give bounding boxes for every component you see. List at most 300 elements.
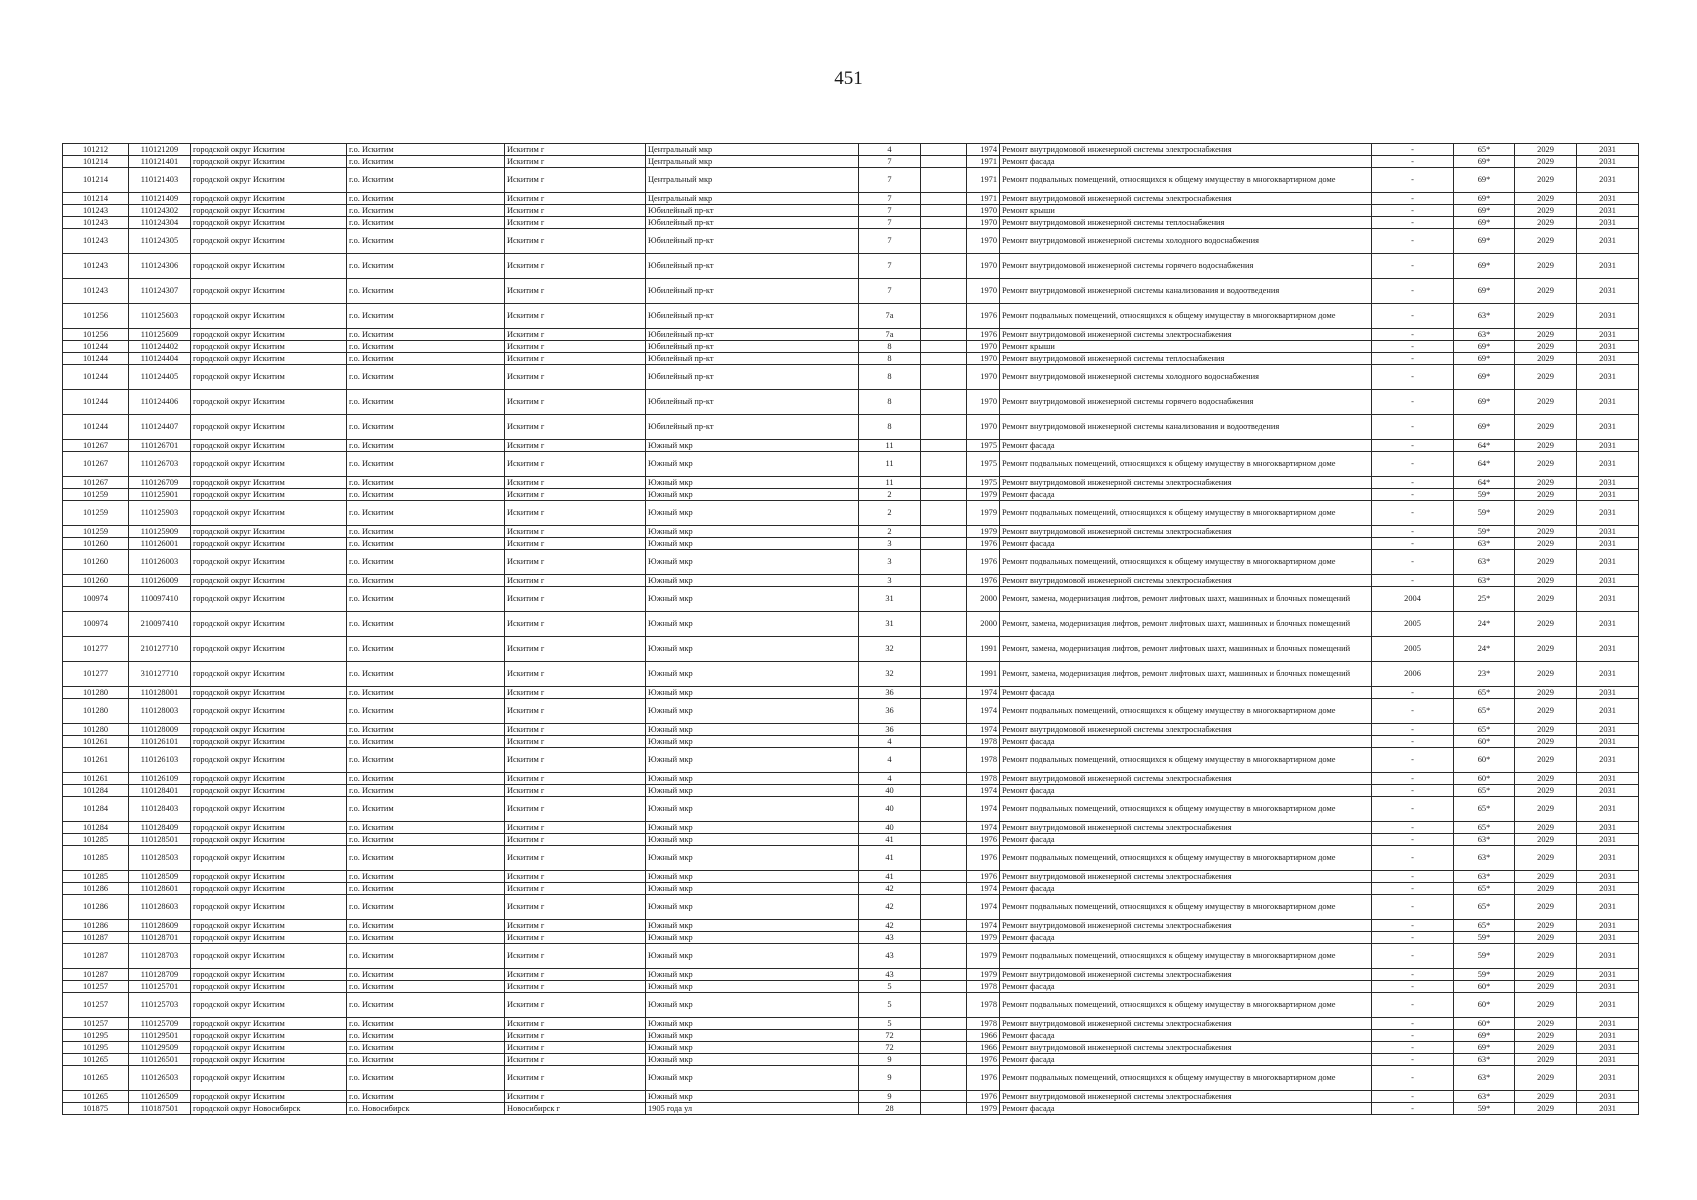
last-repair-year-cell: - bbox=[1372, 390, 1454, 415]
last-repair-year-cell: - bbox=[1372, 526, 1454, 538]
wear-percent-cell: 65* bbox=[1454, 144, 1515, 156]
construction-year-cell: 1970 bbox=[967, 279, 1000, 304]
wear-percent-cell: 65* bbox=[1454, 724, 1515, 736]
street-cell: Южный мкр bbox=[646, 526, 859, 538]
work-type-cell: Ремонт внутридомовой инженерной системы холодного водоснабжения bbox=[1000, 365, 1372, 390]
plan-end-year-cell: 2031 bbox=[1577, 1030, 1639, 1042]
street-cell: Южный мкр bbox=[646, 440, 859, 452]
house-number-cell: 72 bbox=[859, 1042, 921, 1054]
construction-year-cell: 1974 bbox=[967, 822, 1000, 834]
last-repair-year-cell: 2005 bbox=[1372, 637, 1454, 662]
construction-year-cell: 1976 bbox=[967, 1091, 1000, 1103]
house-number-cell: 5 bbox=[859, 981, 921, 993]
municipality-cell: городской округ Искитим bbox=[191, 477, 347, 489]
object-id-cell: 101265 bbox=[63, 1054, 129, 1066]
object-id-cell: 101287 bbox=[63, 932, 129, 944]
settlement-cell: Искитим г bbox=[505, 1030, 646, 1042]
construction-year-cell: 1970 bbox=[967, 341, 1000, 353]
object-id-cell: 100974 bbox=[63, 612, 129, 637]
wear-percent-cell: 63* bbox=[1454, 834, 1515, 846]
wear-percent-cell: 69* bbox=[1454, 205, 1515, 217]
plan-end-year-cell: 2031 bbox=[1577, 341, 1639, 353]
work-type-cell: Ремонт фасада bbox=[1000, 156, 1372, 168]
municipality-cell: городской округ Искитим bbox=[191, 981, 347, 993]
work-type-cell: Ремонт подвальных помещений, относящихся к общему имуществу в многоквартирном доме bbox=[1000, 797, 1372, 822]
settlement-cell: Искитим г bbox=[505, 415, 646, 440]
district-cell: г.о. Искитим bbox=[347, 981, 505, 993]
work-code-cell: 110126709 bbox=[129, 477, 191, 489]
object-id-cell: 101243 bbox=[63, 279, 129, 304]
construction-year-cell: 1976 bbox=[967, 834, 1000, 846]
object-id-cell: 101261 bbox=[63, 736, 129, 748]
work-code-cell: 110129501 bbox=[129, 1030, 191, 1042]
house-number-cell: 8 bbox=[859, 390, 921, 415]
plan-end-year-cell: 2031 bbox=[1577, 895, 1639, 920]
house-number-cell: 41 bbox=[859, 871, 921, 883]
plan-start-year-cell: 2029 bbox=[1515, 254, 1577, 279]
settlement-cell: Искитим г bbox=[505, 279, 646, 304]
settlement-cell: Искитим г bbox=[505, 217, 646, 229]
building-cell bbox=[921, 993, 967, 1018]
street-cell: Южный мкр bbox=[646, 883, 859, 895]
plan-end-year-cell: 2031 bbox=[1577, 1066, 1639, 1091]
object-id-cell: 101284 bbox=[63, 822, 129, 834]
plan-start-year-cell: 2029 bbox=[1515, 895, 1577, 920]
building-cell bbox=[921, 538, 967, 550]
construction-year-cell: 1971 bbox=[967, 156, 1000, 168]
object-id-cell: 101243 bbox=[63, 205, 129, 217]
work-code-cell: 110128609 bbox=[129, 920, 191, 932]
construction-year-cell: 1976 bbox=[967, 538, 1000, 550]
table-row bbox=[63, 205, 1639, 217]
plan-start-year-cell: 2029 bbox=[1515, 193, 1577, 205]
street-cell: Южный мкр bbox=[646, 662, 859, 687]
table-row bbox=[63, 365, 1639, 390]
work-type-cell: Ремонт фасада bbox=[1000, 1103, 1372, 1115]
table-row bbox=[63, 785, 1639, 797]
district-cell: г.о. Новосибирск bbox=[347, 1103, 505, 1115]
work-type-cell: Ремонт фасада bbox=[1000, 883, 1372, 895]
table-row bbox=[63, 871, 1639, 883]
house-number-cell: 11 bbox=[859, 440, 921, 452]
building-cell bbox=[921, 452, 967, 477]
settlement-cell: Искитим г bbox=[505, 452, 646, 477]
work-type-cell: Ремонт внутридомовой инженерной системы электроснабжения bbox=[1000, 1091, 1372, 1103]
settlement-cell: Искитим г bbox=[505, 1091, 646, 1103]
last-repair-year-cell: - bbox=[1372, 699, 1454, 724]
building-cell bbox=[921, 1103, 967, 1115]
municipality-cell: городской округ Искитим bbox=[191, 329, 347, 341]
settlement-cell: Искитим г bbox=[505, 550, 646, 575]
house-number-cell: 32 bbox=[859, 637, 921, 662]
district-cell: г.о. Искитим bbox=[347, 390, 505, 415]
district-cell: г.о. Искитим bbox=[347, 1091, 505, 1103]
table-row bbox=[63, 279, 1639, 304]
wear-percent-cell: 69* bbox=[1454, 1030, 1515, 1042]
house-number-cell: 7 bbox=[859, 156, 921, 168]
plan-start-year-cell: 2029 bbox=[1515, 785, 1577, 797]
street-cell: Южный мкр bbox=[646, 489, 859, 501]
table-row bbox=[63, 550, 1639, 575]
plan-start-year-cell: 2029 bbox=[1515, 415, 1577, 440]
object-id-cell: 101280 bbox=[63, 724, 129, 736]
last-repair-year-cell: - bbox=[1372, 748, 1454, 773]
table-row bbox=[63, 501, 1639, 526]
plan-start-year-cell: 2029 bbox=[1515, 353, 1577, 365]
municipality-cell: городской округ Искитим bbox=[191, 748, 347, 773]
last-repair-year-cell: - bbox=[1372, 550, 1454, 575]
object-id-cell: 101280 bbox=[63, 699, 129, 724]
municipality-cell: городской округ Искитим bbox=[191, 883, 347, 895]
house-number-cell: 42 bbox=[859, 883, 921, 895]
wear-percent-cell: 65* bbox=[1454, 687, 1515, 699]
house-number-cell: 3 bbox=[859, 538, 921, 550]
object-id-cell: 101287 bbox=[63, 969, 129, 981]
settlement-cell: Искитим г bbox=[505, 797, 646, 822]
district-cell: г.о. Искитим bbox=[347, 1018, 505, 1030]
house-number-cell: 7 bbox=[859, 217, 921, 229]
wear-percent-cell: 60* bbox=[1454, 1018, 1515, 1030]
plan-start-year-cell: 2029 bbox=[1515, 1018, 1577, 1030]
street-cell: Южный мкр bbox=[646, 1018, 859, 1030]
construction-year-cell: 1970 bbox=[967, 353, 1000, 365]
object-id-cell: 101284 bbox=[63, 785, 129, 797]
municipality-cell: городской округ Искитим bbox=[191, 871, 347, 883]
work-type-cell: Ремонт внутридомовой инженерной системы электроснабжения bbox=[1000, 329, 1372, 341]
plan-end-year-cell: 2031 bbox=[1577, 1054, 1639, 1066]
construction-year-cell: 1970 bbox=[967, 254, 1000, 279]
municipality-cell: городской округ Искитим bbox=[191, 834, 347, 846]
building-cell bbox=[921, 229, 967, 254]
plan-start-year-cell: 2029 bbox=[1515, 724, 1577, 736]
municipality-cell: городской округ Искитим bbox=[191, 637, 347, 662]
district-cell: г.о. Искитим bbox=[347, 365, 505, 390]
building-cell bbox=[921, 883, 967, 895]
plan-start-year-cell: 2029 bbox=[1515, 883, 1577, 895]
object-id-cell: 101260 bbox=[63, 575, 129, 587]
object-id-cell: 101214 bbox=[63, 156, 129, 168]
plan-end-year-cell: 2031 bbox=[1577, 822, 1639, 834]
plan-end-year-cell: 2031 bbox=[1577, 217, 1639, 229]
municipality-cell: городской округ Искитим bbox=[191, 797, 347, 822]
last-repair-year-cell: - bbox=[1372, 168, 1454, 193]
last-repair-year-cell: - bbox=[1372, 329, 1454, 341]
last-repair-year-cell: - bbox=[1372, 229, 1454, 254]
object-id-cell: 101875 bbox=[63, 1103, 129, 1115]
work-code-cell: 110121401 bbox=[129, 156, 191, 168]
district-cell: г.о. Искитим bbox=[347, 699, 505, 724]
house-number-cell: 41 bbox=[859, 834, 921, 846]
plan-end-year-cell: 2031 bbox=[1577, 699, 1639, 724]
street-cell: Юбилейный пр-кт bbox=[646, 279, 859, 304]
last-repair-year-cell: - bbox=[1372, 920, 1454, 932]
wear-percent-cell: 63* bbox=[1454, 871, 1515, 883]
settlement-cell: Искитим г bbox=[505, 724, 646, 736]
construction-year-cell: 1974 bbox=[967, 920, 1000, 932]
construction-year-cell: 1979 bbox=[967, 969, 1000, 981]
district-cell: г.о. Искитим bbox=[347, 229, 505, 254]
last-repair-year-cell: - bbox=[1372, 883, 1454, 895]
table-row bbox=[63, 477, 1639, 489]
house-number-cell: 11 bbox=[859, 452, 921, 477]
settlement-cell: Искитим г bbox=[505, 341, 646, 353]
settlement-cell: Искитим г bbox=[505, 229, 646, 254]
building-cell bbox=[921, 1030, 967, 1042]
settlement-cell: Искитим г bbox=[505, 1042, 646, 1054]
municipality-cell: городской округ Искитим bbox=[191, 390, 347, 415]
last-repair-year-cell: - bbox=[1372, 415, 1454, 440]
plan-end-year-cell: 2031 bbox=[1577, 279, 1639, 304]
wear-percent-cell: 65* bbox=[1454, 699, 1515, 724]
work-type-cell: Ремонт внутридомовой инженерной системы холодного водоснабжения bbox=[1000, 229, 1372, 254]
wear-percent-cell: 65* bbox=[1454, 895, 1515, 920]
wear-percent-cell: 69* bbox=[1454, 353, 1515, 365]
work-code-cell: 110128503 bbox=[129, 846, 191, 871]
street-cell: Южный мкр bbox=[646, 834, 859, 846]
plan-start-year-cell: 2029 bbox=[1515, 341, 1577, 353]
work-code-cell: 110126001 bbox=[129, 538, 191, 550]
street-cell: Юбилейный пр-кт bbox=[646, 353, 859, 365]
object-id-cell: 100974 bbox=[63, 587, 129, 612]
district-cell: г.о. Искитим bbox=[347, 883, 505, 895]
plan-end-year-cell: 2031 bbox=[1577, 550, 1639, 575]
table-row bbox=[63, 612, 1639, 637]
house-number-cell: 72 bbox=[859, 1030, 921, 1042]
construction-year-cell: 1976 bbox=[967, 846, 1000, 871]
plan-end-year-cell: 2031 bbox=[1577, 920, 1639, 932]
construction-year-cell: 1974 bbox=[967, 895, 1000, 920]
house-number-cell: 7 bbox=[859, 254, 921, 279]
building-cell bbox=[921, 662, 967, 687]
settlement-cell: Новосибирск г bbox=[505, 1103, 646, 1115]
work-type-cell: Ремонт подвальных помещений, относящихся к общему имуществу в многоквартирном доме bbox=[1000, 501, 1372, 526]
house-number-cell: 28 bbox=[859, 1103, 921, 1115]
work-code-cell: 110121409 bbox=[129, 193, 191, 205]
construction-year-cell: 1976 bbox=[967, 329, 1000, 341]
plan-start-year-cell: 2029 bbox=[1515, 687, 1577, 699]
last-repair-year-cell: - bbox=[1372, 304, 1454, 329]
building-cell bbox=[921, 526, 967, 538]
wear-percent-cell: 63* bbox=[1454, 1054, 1515, 1066]
wear-percent-cell: 59* bbox=[1454, 1103, 1515, 1115]
last-repair-year-cell: - bbox=[1372, 341, 1454, 353]
work-type-cell: Ремонт подвальных помещений, относящихся к общему имуществу в многоквартирном доме bbox=[1000, 895, 1372, 920]
object-id-cell: 101286 bbox=[63, 920, 129, 932]
settlement-cell: Искитим г bbox=[505, 587, 646, 612]
work-type-cell: Ремонт внутридомовой инженерной системы горячего водоснабжения bbox=[1000, 390, 1372, 415]
house-number-cell: 4 bbox=[859, 773, 921, 785]
last-repair-year-cell: - bbox=[1372, 736, 1454, 748]
municipality-cell: городской округ Искитим bbox=[191, 1042, 347, 1054]
house-number-cell: 40 bbox=[859, 785, 921, 797]
settlement-cell: Искитим г bbox=[505, 575, 646, 587]
street-cell: Южный мкр bbox=[646, 822, 859, 834]
object-id-cell: 101265 bbox=[63, 1066, 129, 1091]
building-cell bbox=[921, 748, 967, 773]
work-code-cell: 110097410 bbox=[129, 587, 191, 612]
municipality-cell: городской округ Искитим bbox=[191, 1091, 347, 1103]
district-cell: г.о. Искитим bbox=[347, 477, 505, 489]
work-type-cell: Ремонт фасада bbox=[1000, 981, 1372, 993]
street-cell: Южный мкр bbox=[646, 477, 859, 489]
object-id-cell: 101261 bbox=[63, 748, 129, 773]
construction-year-cell: 1976 bbox=[967, 550, 1000, 575]
building-cell bbox=[921, 193, 967, 205]
plan-start-year-cell: 2029 bbox=[1515, 662, 1577, 687]
district-cell: г.о. Искитим bbox=[347, 341, 505, 353]
work-type-cell: Ремонт подвальных помещений, относящихся к общему имуществу в многоквартирном доме bbox=[1000, 846, 1372, 871]
table-row bbox=[63, 1042, 1639, 1054]
object-id-cell: 101259 bbox=[63, 526, 129, 538]
municipality-cell: городской округ Искитим bbox=[191, 217, 347, 229]
municipality-cell: городской округ Искитим bbox=[191, 846, 347, 871]
plan-start-year-cell: 2029 bbox=[1515, 279, 1577, 304]
construction-year-cell: 1974 bbox=[967, 687, 1000, 699]
settlement-cell: Искитим г bbox=[505, 489, 646, 501]
district-cell: г.о. Искитим bbox=[347, 773, 505, 785]
last-repair-year-cell: - bbox=[1372, 834, 1454, 846]
construction-year-cell: 1975 bbox=[967, 477, 1000, 489]
object-id-cell: 101244 bbox=[63, 415, 129, 440]
plan-start-year-cell: 2029 bbox=[1515, 637, 1577, 662]
plan-end-year-cell: 2031 bbox=[1577, 353, 1639, 365]
district-cell: г.о. Искитим bbox=[347, 871, 505, 883]
district-cell: г.о. Искитим bbox=[347, 575, 505, 587]
municipality-cell: городской округ Искитим bbox=[191, 993, 347, 1018]
building-cell bbox=[921, 1042, 967, 1054]
work-type-cell: Ремонт подвальных помещений, относящихся к общему имуществу в многоквартирном доме bbox=[1000, 699, 1372, 724]
municipality-cell: городской округ Искитим bbox=[191, 895, 347, 920]
building-cell bbox=[921, 477, 967, 489]
work-type-cell: Ремонт, замена, модернизация лифтов, ремонт лифтовых шахт, машинных и блочных помещений bbox=[1000, 662, 1372, 687]
building-cell bbox=[921, 217, 967, 229]
street-cell: Южный мкр bbox=[646, 538, 859, 550]
house-number-cell: 7 bbox=[859, 168, 921, 193]
plan-start-year-cell: 2029 bbox=[1515, 156, 1577, 168]
street-cell: Южный мкр bbox=[646, 1030, 859, 1042]
municipality-cell: городской округ Искитим bbox=[191, 612, 347, 637]
table-row bbox=[63, 797, 1639, 822]
work-code-cell: 110125903 bbox=[129, 501, 191, 526]
plan-end-year-cell: 2031 bbox=[1577, 932, 1639, 944]
table-row bbox=[63, 156, 1639, 168]
building-cell bbox=[921, 687, 967, 699]
table-row bbox=[63, 217, 1639, 229]
settlement-cell: Искитим г bbox=[505, 932, 646, 944]
house-number-cell: 36 bbox=[859, 687, 921, 699]
last-repair-year-cell: - bbox=[1372, 452, 1454, 477]
wear-percent-cell: 69* bbox=[1454, 1042, 1515, 1054]
construction-year-cell: 1978 bbox=[967, 736, 1000, 748]
table-row bbox=[63, 538, 1639, 550]
house-number-cell: 9 bbox=[859, 1091, 921, 1103]
table-row bbox=[63, 390, 1639, 415]
street-cell: Южный мкр bbox=[646, 575, 859, 587]
construction-year-cell: 1970 bbox=[967, 229, 1000, 254]
construction-year-cell: 2000 bbox=[967, 587, 1000, 612]
district-cell: г.о. Искитим bbox=[347, 168, 505, 193]
table-row bbox=[63, 229, 1639, 254]
district-cell: г.о. Искитим bbox=[347, 550, 505, 575]
work-type-cell: Ремонт фасада bbox=[1000, 538, 1372, 550]
table-row bbox=[63, 353, 1639, 365]
work-type-cell: Ремонт внутридомовой инженерной системы электроснабжения bbox=[1000, 724, 1372, 736]
settlement-cell: Искитим г bbox=[505, 773, 646, 785]
district-cell: г.о. Искитим bbox=[347, 353, 505, 365]
plan-end-year-cell: 2031 bbox=[1577, 834, 1639, 846]
settlement-cell: Искитим г bbox=[505, 736, 646, 748]
work-code-cell: 110124406 bbox=[129, 390, 191, 415]
wear-percent-cell: 24* bbox=[1454, 612, 1515, 637]
construction-year-cell: 1970 bbox=[967, 365, 1000, 390]
plan-end-year-cell: 2031 bbox=[1577, 748, 1639, 773]
plan-end-year-cell: 2031 bbox=[1577, 156, 1639, 168]
building-cell bbox=[921, 501, 967, 526]
street-cell: Южный мкр bbox=[646, 748, 859, 773]
plan-end-year-cell: 2031 bbox=[1577, 575, 1639, 587]
work-type-cell: Ремонт внутридомовой инженерной системы электроснабжения bbox=[1000, 193, 1372, 205]
table-row bbox=[63, 254, 1639, 279]
district-cell: г.о. Искитим bbox=[347, 1042, 505, 1054]
work-code-cell: 110126003 bbox=[129, 550, 191, 575]
street-cell: Центральный мкр bbox=[646, 168, 859, 193]
table-row bbox=[63, 1091, 1639, 1103]
settlement-cell: Искитим г bbox=[505, 254, 646, 279]
municipality-cell: городской округ Искитим bbox=[191, 699, 347, 724]
plan-end-year-cell: 2031 bbox=[1577, 365, 1639, 390]
building-cell bbox=[921, 365, 967, 390]
last-repair-year-cell: - bbox=[1372, 440, 1454, 452]
construction-year-cell: 1978 bbox=[967, 993, 1000, 1018]
last-repair-year-cell: - bbox=[1372, 944, 1454, 969]
plan-start-year-cell: 2029 bbox=[1515, 217, 1577, 229]
work-code-cell: 110126503 bbox=[129, 1066, 191, 1091]
district-cell: г.о. Искитим bbox=[347, 993, 505, 1018]
object-id-cell: 101256 bbox=[63, 329, 129, 341]
house-number-cell: 4 bbox=[859, 736, 921, 748]
object-id-cell: 101244 bbox=[63, 353, 129, 365]
street-cell: Южный мкр bbox=[646, 969, 859, 981]
work-type-cell: Ремонт, замена, модернизация лифтов, ремонт лифтовых шахт, машинных и блочных помещений bbox=[1000, 637, 1372, 662]
plan-start-year-cell: 2029 bbox=[1515, 489, 1577, 501]
settlement-cell: Искитим г bbox=[505, 699, 646, 724]
last-repair-year-cell: - bbox=[1372, 353, 1454, 365]
district-cell: г.о. Искитим bbox=[347, 662, 505, 687]
street-cell: Центральный мкр bbox=[646, 156, 859, 168]
district-cell: г.о. Искитим bbox=[347, 452, 505, 477]
settlement-cell: Искитим г bbox=[505, 662, 646, 687]
object-id-cell: 101257 bbox=[63, 993, 129, 1018]
plan-start-year-cell: 2029 bbox=[1515, 871, 1577, 883]
plan-start-year-cell: 2029 bbox=[1515, 822, 1577, 834]
object-id-cell: 101277 bbox=[63, 637, 129, 662]
work-code-cell: 110121403 bbox=[129, 168, 191, 193]
plan-start-year-cell: 2029 bbox=[1515, 748, 1577, 773]
street-cell: Южный мкр bbox=[646, 587, 859, 612]
street-cell: Южный мкр bbox=[646, 932, 859, 944]
plan-end-year-cell: 2031 bbox=[1577, 846, 1639, 871]
house-number-cell: 43 bbox=[859, 969, 921, 981]
work-code-cell: 110124407 bbox=[129, 415, 191, 440]
table-row bbox=[63, 193, 1639, 205]
wear-percent-cell: 69* bbox=[1454, 279, 1515, 304]
plan-end-year-cell: 2031 bbox=[1577, 193, 1639, 205]
work-code-cell: 110125703 bbox=[129, 993, 191, 1018]
building-cell bbox=[921, 205, 967, 217]
object-id-cell: 101256 bbox=[63, 304, 129, 329]
plan-start-year-cell: 2029 bbox=[1515, 229, 1577, 254]
wear-percent-cell: 63* bbox=[1454, 550, 1515, 575]
